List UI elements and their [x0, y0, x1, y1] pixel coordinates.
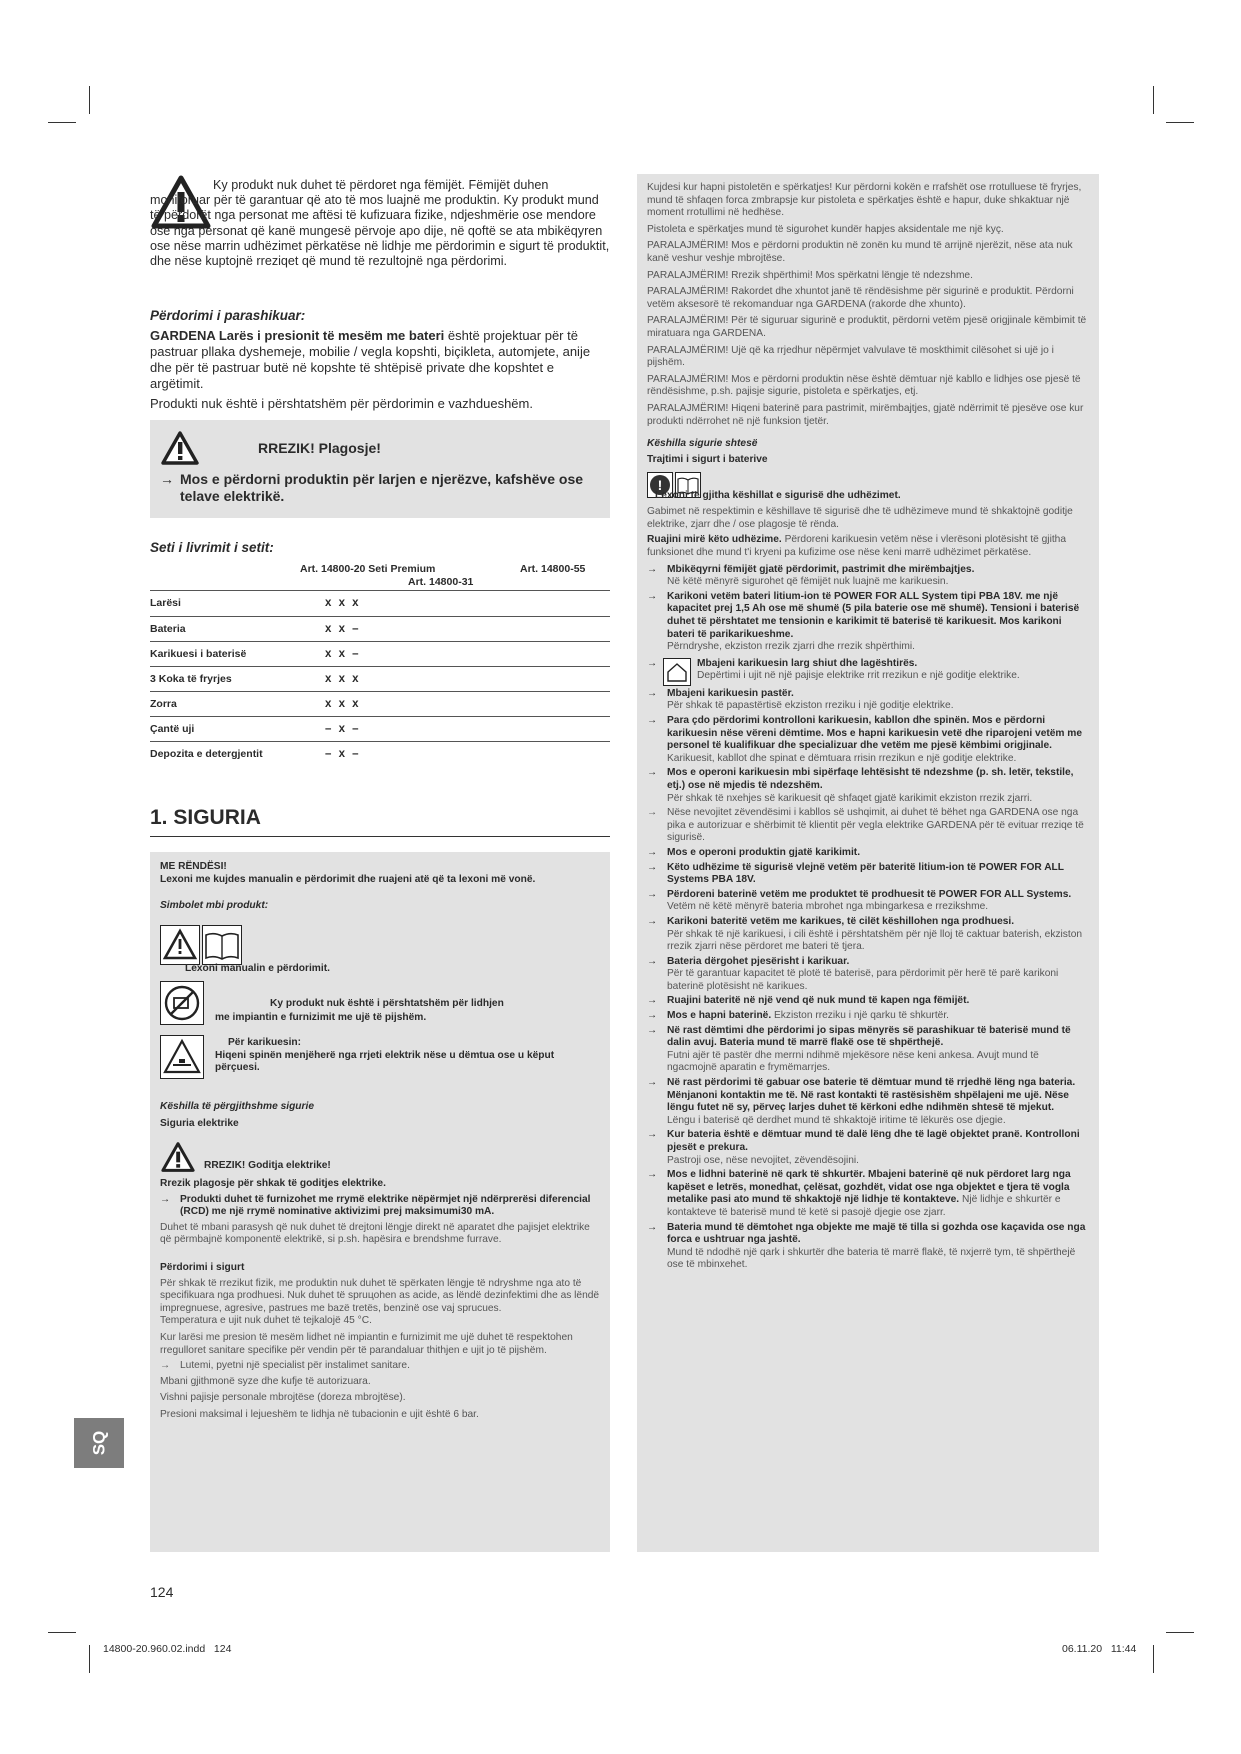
list-item: → Mos e operoni produktin gjatë karikimit. [647, 846, 861, 858]
list-item: → Nëse nevojitet zëvendësimi i kabllos së ushqimit, ai duhet të bëhet nga GARDENA ose nga pika e autorizuar e shërbimit të klientit për vegla elektrike GARDENA për të evituar rreziqe të sigurisë. [647, 807, 1084, 844]
keep-bold: Ruajini mirë këto udhëzime. [647, 534, 782, 546]
battery-heading: Trajtimi i sigurt i baterive [647, 453, 768, 465]
intro-block [150, 175, 610, 293]
right-para-9: PARALAJMËRIM! Hiqeni baterinë para pastrimit, mirëmbajtjes, gjatë ndërrimit të pjesëve ose kur produkti ndërrohet në një funksion tjetër. [647, 402, 1084, 427]
list-item: → Bateria dërgohet pjesërisht i karikuar. Për të garantuar kapacitet të plotë të baterisë, para përdorimit për herë të parë karikoni baterinë plotësisht në karikues. [647, 955, 1059, 992]
language-tab [74, 1418, 124, 1468]
list-item: → Bateria mund të dëmtohet nga objekte me majë të tilla si gozhda ose kaçavida ose nga forca e ushtruar nga jashtë. Mund të ndodhë një qark i shkurtër dhe bateria të marrë flakë, të nxjerrë tym, të shpërthejë ose të mbinxehet. [647, 1221, 1086, 1271]
symbol-no-drinking-water [160, 981, 600, 1033]
left-column [150, 175, 610, 1552]
list-item: → Mbajeni karikuesin pastër. Për shkak të papastërtisë ekziston rreziku i një goditje elektrike. [647, 687, 954, 712]
col-premium: Art. 14800-20 Seti Premium [300, 563, 436, 575]
plumber-text: Lutemi, pyetni një specialist për instalimet sanitare. [180, 1360, 410, 1372]
symbols-heading: Simbolet mbi produkt: [160, 900, 269, 912]
intended-use-heading: Përdorimi i parashikuar: [150, 308, 306, 323]
house-rain-icon [663, 658, 691, 686]
list-item: → Mos e lidhni baterinë në qark të shkurtër. Mbajeni baterinë që nuk përdoret larg nga kapëset e letrës, monedhat, çelësat, gozhdët, vidat ose nga objektet e tjera të vogla metalike pasi ato mund të shkaktojë një lidhje të kontakteve. Një lidhje e shkurtër e kontakteve të baterisë mund të ketë si pasojë djegie ose zjarr. [647, 1169, 1071, 1218]
read-all-text: Lexoni të gjitha këshillat e sigurisë dhe udhëzimet. [655, 490, 901, 502]
safe-use-text: Për shkak të rrezikut fizik, me produktin nuk duhet të spërkaten lëngje të ndryshme nga ato të specifikuara nga prodhuesi. Nuk duhet të spruцohen as acide, as lëndë dezinfektimi dhe as lëndë impregnuese, agresive, pastrues me bazë tretës, benzinë ose vaj sprucues. [160, 1277, 600, 1314]
arrow-icon: → [160, 471, 174, 487]
important-box [150, 852, 610, 1552]
danger-text: Mos e përdorni produktin për larjen e njerëzve, kafshëve ose telave elektrikë. [180, 471, 584, 504]
section-title: 1. SIGURIA [150, 806, 610, 837]
delivery-table-header [150, 563, 610, 591]
right-column [637, 174, 1099, 1552]
table-row: Zorra x x x [150, 691, 610, 716]
table-row: Bateria x x – [150, 616, 610, 641]
list-item: → Kur bateria është e dëmtuar mund të dalë lëng dhe të lagë objektet pranë. Kontrolloni pjesët e prekura. Pastroji ose, nëse nevojitet, zëvendësojini. [647, 1129, 1080, 1166]
right-para-1: Kujdesi kur hapni pistoletën e spërkatjes! Kur përdorni kokën e rrafshët ose rrotulluese të fryrjes, mund të shfaqen forca zmbrapsje kur pistoleta e spërkatjes është e hapur, duke shkaktuar një moment rrotullimi në hedhëse. [647, 182, 1082, 219]
elec-danger-row [160, 1141, 600, 1173]
list-item: → Karikoni vetëm bateri litium-ion të POWER FOR ALL System tipi PBA 18V. me një kapacitet prej 1,5 Ah ose më shumë (5 pila baterie ose më shumë). Tensioni i baterisë duhet të përshtatet me tensionin e karikimit të baterisë të karikuesit. Mos karikoni bateri të parikarikueshme. Përndryshe, ekziston rrezik zjarri dhe rrezik shpërthimi. [647, 590, 1080, 653]
connection-text: Kur larësi me presion të mesëm lidhet në impiantin e furnizimit me ujë duhet të respektohen rregulloret sanitare specifike për vendin për të parandaluar thithjen e ujit jo të pijshëm. [160, 1331, 573, 1356]
list-item: → Përdoreni baterinë vetëm me produktet të prodhuesit të POWER FOR ALL Systems. Vetëm në këtë mënyrë bateria mbrohet nga mbingarkesa e rrezikshme. [647, 888, 1072, 913]
ppe-text: Vishni pajisje personale mbrojtëse (doreza mbrojtëse). [160, 1392, 406, 1404]
symbol-water-text-a: Ky produkt nuk është i përshtatshëm për lidhjen [270, 997, 504, 1009]
crop-mark [1153, 86, 1154, 114]
footer-date: 06.11.20 11:44 [1062, 1643, 1137, 1655]
crop-mark [1166, 1632, 1194, 1633]
intended-use-text [150, 328, 610, 392]
read-manual-icon [160, 925, 242, 965]
symbol-unplug [160, 1035, 600, 1097]
list-item: → Mos e operoni karikuesin mbi sipërfaqe lehtësisht të ndezshme (p. sh. letër, tekstile, etj.) ose në mjedis të ndezshëm. Për shkak të nxehjes së karikuesit që shfaqet gjatë karikimit ekziston rrezik zjarri. [647, 767, 1074, 804]
list-item: → Këto udhëzime të sigurisë vlejnë vetëm për bateritë litium-ion të POWER FOR ALL Systems PBA 18V. [647, 861, 1064, 886]
crop-mark [1166, 122, 1194, 123]
right-para-6: PARALAJMËRIM! Për të siguruar sigurinë e produktit, përdorni vetëm pjesë origjinale këmbimit të miratuara nga GARDENA. [647, 315, 1087, 339]
symbol-water-text-b: me impiantin e furnizimit me ujë të pijshëm. [215, 1011, 427, 1023]
intro-text: Ky produkt nuk duhet të përdoret nga fëmijët. Fëmijët duhen monitoruar për të garantuar që ato të mos luajnë me produktin. Ky produkt mund të përdorët nga personat me aftësi të kufizuara fizike, ndjeshmërie ose mendore ose nga personat që kanë mungesë përvoje apo dije, në qoftë se ata mbikëqyren ose nëse marrin udhëzimet përkatëse në lidhje me përdorimin e sigurt të produktit, dhe nëse kuptojnë rreziqet që mund të rezultojnë nga përdorimi. [150, 178, 610, 269]
right-para-3: PARALAJMËRIM! Mos e përdorni produktin në zonën ku mund të arrijnë njerëzit, nëse ata nuk kanë veshur veshje mbrojtëse. [647, 240, 1073, 264]
crop-mark [1153, 1645, 1154, 1673]
crop-mark [48, 1632, 76, 1633]
warning-icon [160, 1141, 196, 1173]
product-name: GARDENA Larës i presionit të mesëm me bateri [150, 328, 445, 343]
important-title: ME RËNDËSI! [160, 861, 227, 872]
list-item: → Ruajini bateritë në një vend që nuk mund të kapen nga fëmijët. [647, 995, 970, 1007]
crop-mark [48, 122, 76, 123]
symbol-unplug-text: Hiqeni spinën menjëherë nga rrjeti elektrik nëse u dëmtua ose u këput përçuesi. [215, 1049, 555, 1074]
right-para-7: PARALAJMËRIM! Ujë që ka rrjedhur nëpërmjet valvulave të moskthimit cilësohet si ujë jo i pijshëm. [647, 344, 1054, 369]
list-item: → Karikoni bateritë vetëm me karikues, të cilët këshillohen nga prodhuesi. Për shkak të një karikuesi, i cili është i përshtatshëm për një lloj të caktuar baterish, ekziston rrezik zjarri nëse përdoret me bateri të tjera. [647, 915, 1083, 953]
important-text: Lexoni me kujdes manualin e përdorimit dhe ruajeni atë që ta lexoni më vonë. [160, 873, 536, 885]
danger-box [150, 420, 610, 518]
general-safety-heading: Këshilla të përgjithshme sigurie [160, 1100, 314, 1112]
table-row: 3 Koka të fryrjes x x x [150, 666, 610, 691]
danger-arrow-item [160, 471, 600, 504]
elec-risk: Rrezik plagosje për shkak të goditjes elektrike. [160, 1177, 386, 1189]
warning-icon [160, 430, 200, 466]
col-55: Art. 14800-55 [520, 563, 586, 575]
list-item: → Mbajeni karikuesin larg shiut dhe lagështirës. Depërtimi i ujit në një pajisje elektrike rrit rrezikun e një goditje elektrike. [647, 658, 1089, 686]
read-all-row [647, 472, 1089, 502]
table-row: Depozita e detergjentit – x – [150, 747, 361, 760]
language-tab-label: SQ [89, 1430, 108, 1456]
intended-use-note: Produkti nuk është i përshtatshëm për përdorimin e vazhdueshëm. [150, 396, 533, 411]
right-para-5: PARALAJMËRIM! Rakordet dhe xhuntot janë të rëndësishme për sigurinë e produktit. Përdorni vetëm aksesorë të rekomanduar nga GARDENA (rakorde dhe xhunto). [647, 286, 1074, 310]
list-item: → Para çdo përdorimi kontrolloni karikuesin, kabllon dhe spinën. Mos e përdorni karikuesin nëse vëreni dëmtime. Mos e hapni karikuesin vetë dhe riparojeni vetëm me personel të kualifikuar dhe specializuar dhe vetëm me pjesë këmbimi origjinale. Karikuesit, kabllot dhe spinat e dëmtuara rrisin rrezikun e një goditje elektrike. [647, 715, 1083, 764]
temperature-text: Temperatura e ujit nuk duhet të tejkalojë 45 °C. [160, 1315, 372, 1327]
table-row: Karikuesi i baterisë x x – [150, 641, 610, 666]
battery-safety-list [647, 564, 1089, 1272]
danger-title: RREZIK! Plagosje! [258, 440, 381, 456]
crop-mark [89, 86, 90, 114]
elec-text: Duhet të mbani parasysh që nuk duhet të drejtoni lëngje direkt në aparatet dhe pajisjet elektrike që përmbajnë komponentë elektrikë, si p.sh. hapësira e brendshme furrave. [160, 1221, 590, 1246]
symbol-read-text: Lexoni manualin e përdorimit. [185, 962, 330, 974]
right-para-2: Pistoleta e spërkatjes mund të sigurohet kundër hapjes aksidentale me një kyç. [647, 223, 1004, 235]
rcd-item: → Produkti duhet të furnizohet me rrymë elektrike nëpërmjet një ndërprerësi diferencial (RCD) me një rrymë nominative aktivizimi prej maksimumi30 mA. [160, 1194, 600, 1219]
list-item: → Mbikëqyrni fëmijët gjatë përdorimit, pastrimit dhe mirëmbajtjes. Në këtë mënyrë sigurohet që fëmijët nuk luajnë me karikuesin. [647, 563, 975, 588]
pressure-text: Presioni maksimal i lejueshëm te lidhja në tubacionin e ujit është 6 bar. [160, 1408, 479, 1420]
glasses-text: Mbani gjithmonë syze dhe kufje të autorizuara. [160, 1375, 371, 1387]
intended-use-body: është projektuar për të pastruar pllaka dyshemeje, mobilie / vegla kopshti, biçikleta, automjete, anije dhe për të pastruar butë në kopshte të shtëpisë private dhe kopshtet e argëtimit. [150, 328, 591, 391]
elec-danger-title: RREZIK! Goditja elektrike! [204, 1160, 331, 1172]
rcd-text: Produkti duhet të furnizohet me rrymë elektrike nëpërmjet një ndërprerësi diferencial (RCD) me një rrymë nominative aktivizimi prej maksimumi30 mA. [180, 1193, 591, 1218]
additional-safety-heading: Këshilla sigurie shtesë [647, 438, 758, 450]
delivery-heading: Seti i livrimit i setit: [150, 540, 274, 555]
list-item: → Në rast dëmtimi dhe përdorimi jo sipas mënyrës së parashikuar të baterisë mund të dalin avuj. Bateria mund të marrë flakë ose të shpërthejë. Futni ajër të pastër dhe merrni ndihmë mjekësore nëse keni ankesa. Avujt mund të ngacmojnë aparatin e frymëmarrjes. [647, 1024, 1071, 1074]
page-number: 124 [150, 1584, 174, 1600]
crop-mark [89, 1645, 90, 1673]
col-31: Art. 14800-31 [408, 576, 474, 588]
keep-instructions [647, 534, 1089, 559]
plumber-item: → Lutemi, pyetni një specialist për instalimet sanitare. [160, 1360, 410, 1372]
list-item: → Mos e hapni baterinë. Ekziston rreziku i një qarku të shkurtër. [647, 1010, 949, 1022]
no-drinking-water-icon [160, 981, 204, 1025]
footer-file: 14800-20.960.02.indd 124 [103, 1643, 232, 1655]
symbol-read-manual [160, 925, 600, 975]
list-item: → Në rast përdorimi të gabuar ose baterie të dëmtuar mund të rrjedhë lëng nga bateria. Mënjanoni kontaktin me të. Në rast kontakti të rastësishëm shpëlajeni me ujë. Nëse lëngu futet në sy, përveç larjes duhet të kërkoni edhe ndihmën shtesë të mjekut. Lëngu i baterisë që derdhet mund të shkaktojë iritime të lëkurës ose djegie. [647, 1077, 1076, 1126]
table-row: Çantë uji – x – [150, 716, 610, 741]
symbol-unplug-title: Për karikuesin: [228, 1036, 302, 1048]
keep-body: Përdoreni karikuesin vetëm nëse i vlerësoni plotësisht të gjitha funksionet dhe mund t'i kryeni pa kufizime ose nëse keni marrë udhëzimet përkatëse. [647, 534, 1066, 559]
read-all-body: Gabimet në respektimin e këshillave të sigurisë dhe të udhëzimeve mund të shkaktojnë goditje elektrike, zjarr dhe / ose plagosje të rënda. [647, 506, 1073, 530]
svg-text:!: ! [657, 477, 663, 494]
safe-use-heading: Përdorimi i sigurt [160, 1261, 245, 1273]
right-para-8: PARALAJMËRIM! Mos e përdorni produktin nëse është dëmtuar një kabllo e lidhjes ose pjesë të rëndësishme, p.sh. pajisje sigurie, pistoleta e spërkatjes, etj. [647, 373, 1081, 398]
electrical-safety-heading: Siguria elektrike [160, 1118, 239, 1130]
delivery-table [150, 591, 610, 766]
table-row: Larësi x x x [150, 591, 610, 616]
unplug-warning-icon [160, 1035, 204, 1079]
right-para-4: PARALAJMËRIM! Rrezik shpërthimi! Mos spërkatni lëngje të ndezshme. [647, 269, 973, 281]
